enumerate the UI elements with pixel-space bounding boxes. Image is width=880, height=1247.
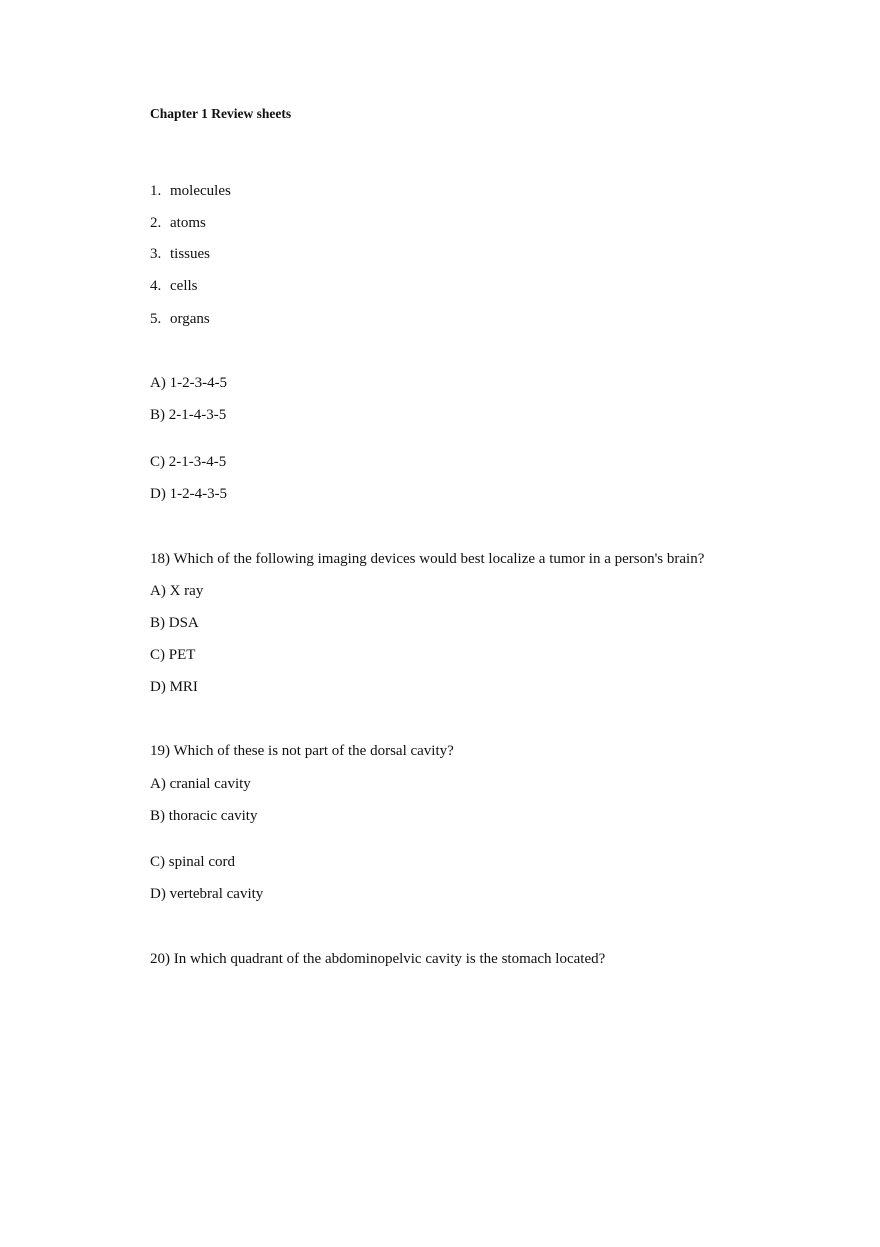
answer-option: A) X ray — [150, 583, 204, 599]
list-item-text: atoms — [170, 215, 206, 231]
list-item — [150, 214, 206, 232]
answer-option: B) 2-1-4-3-5 — [150, 407, 227, 423]
list-item-number: 5. — [150, 311, 162, 327]
page-title: Chapter 1 Review sheets — [150, 106, 292, 121]
answer-option: D) vertebral cavity — [150, 886, 264, 902]
question-19: 19) Which of these is not part of the dorsal cavity? — [150, 743, 454, 759]
answer-option: D) MRI — [150, 679, 198, 695]
list-item-number: 1. — [150, 183, 162, 199]
answer-option: A) 1-2-3-4-5 — [150, 375, 228, 391]
list-item — [150, 245, 210, 263]
answer-option: C) PET — [150, 647, 196, 663]
answer-option: C) spinal cord — [150, 854, 235, 870]
list-item-text: tissues — [170, 246, 211, 262]
list-item — [150, 310, 210, 328]
answer-option: B) thoracic cavity — [150, 808, 258, 824]
question-20: 20) In which quadrant of the abdominopelvic cavity is the stomach located? — [150, 951, 606, 967]
list-item — [150, 277, 198, 295]
list-item-text: organs — [170, 311, 210, 327]
question-18: 18) Which of the following imaging devices would best localize a tumor in a person's brain? — [150, 551, 705, 567]
answer-option: B) DSA — [150, 615, 199, 631]
answer-option: A) cranial cavity — [150, 776, 251, 792]
list-item-text: cells — [170, 278, 198, 294]
list-item-number: 2. — [150, 215, 162, 231]
list-item-number: 4. — [150, 278, 162, 294]
list-item-number: 3. — [150, 246, 162, 262]
list-item-text: molecules — [170, 183, 231, 199]
list-item — [150, 182, 231, 200]
answer-option: C) 2-1-3-4-5 — [150, 454, 227, 470]
answer-option: D) 1-2-4-3-5 — [150, 486, 228, 502]
